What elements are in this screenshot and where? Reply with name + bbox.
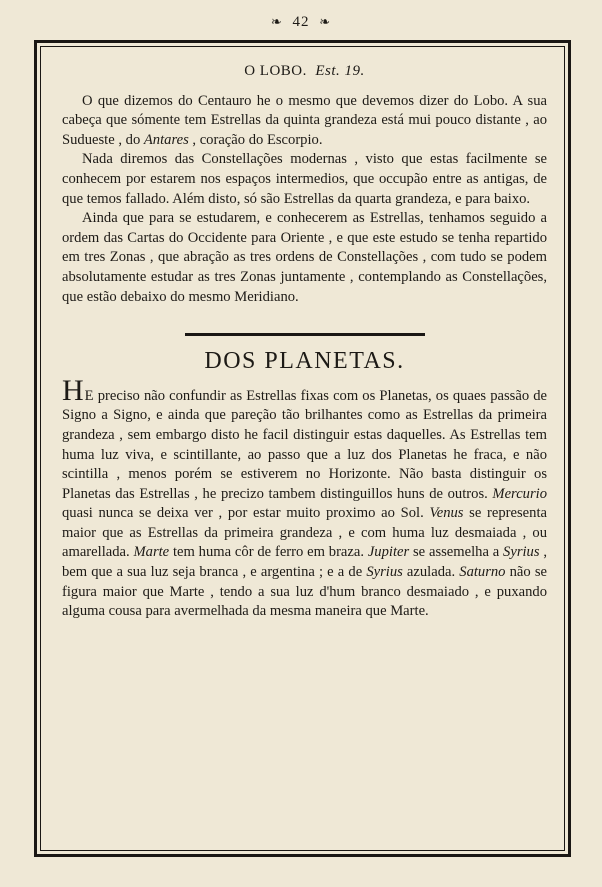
paragraph-modernas: Nada diremos das Constellações modernas , visto que estas facilmente se conhecem por estarem nos espaços intermedios, que occupão entre as antigas, de que temos fallado. Além disto, só são Estrellas da quarta grandeza, e para baixo.	[62, 151, 547, 207]
emphasis-antares: Antares	[143, 131, 189, 148]
section-title-planetas: DOS PLANETAS.	[204, 348, 405, 375]
text-run: não se figura maior que Marte , tendo a sua luz d'hum branco desmaiado , e puxando alguma cousa para avermelhada da mesma maneira que Marte.	[62, 564, 547, 620]
section-divider	[185, 333, 425, 336]
emphasis-syrius: Syrius	[503, 544, 540, 561]
ornament-left-icon: ❧	[270, 14, 283, 29]
text-run: tem huma côr de ferro em braza.	[169, 544, 368, 561]
text-run: , coração do Escorpio.	[188, 131, 323, 148]
text-run: E preciso não confundir as Estrellas fixas com os Planetas, os quaes passão de Signo a Signo, e ainda que pareção tão brilhantes como as Estrellas da primeira grandeza , sem embargo disto he facil distinguir estas daquelles. As Estrellas tem huma luz viva, e scintillante, ao passo que a luz dos Planetas he fraca, e não scintilla , menos porém se estiverem no Horizonte. Não basta distinguir os Planetas das Estrellas , he precizo tambem distinguillos huns de outros.	[62, 387, 547, 502]
paragraph-estudo: Ainda que para se estudarem, e conhecerem as Estrellas, tenhamos seguido a ordem das Cartas do Occidente para Oriente , e que este estudo se tenha repartido em tres Zonas , que abração as tres ordens de Constellações , com tudo se podem absolutamente estudar as tres Zonas juntamente , contemplando as Constellações, que estão debaixo do mesmo Meridiano.	[62, 210, 547, 305]
plate-reference: Est. 19.	[315, 63, 365, 79]
emphasis-saturno: Saturno	[459, 564, 506, 581]
emphasis-jupiter: Jupiter	[367, 544, 410, 561]
ornament-right-icon: ❧	[319, 14, 332, 29]
page-number-text: 42	[292, 14, 310, 30]
text-run: , bem que a sua luz seja branca , e argentina ; e a de	[62, 544, 547, 581]
page-number	[0, 14, 602, 31]
emphasis-syrius: Syrius	[366, 564, 403, 581]
text-run: azulada.	[402, 564, 460, 581]
emphasis-venus: Venus	[429, 505, 464, 522]
paragraph-lobo	[62, 92, 547, 151]
section-heading-lobo	[62, 62, 547, 82]
emphasis-mercurio: Mercurio	[492, 485, 547, 502]
page-content	[62, 62, 547, 622]
text-run: se representa maior que as Estrellas da primeira grandeza , e com huma luz desmaiada , ou amarellada.	[62, 505, 547, 561]
text-run: quasi nunca se deixa ver , por estar muito proximo ao Sol.	[62, 505, 430, 522]
paragraph-planetas	[62, 373, 547, 622]
text-run: O que dizemos do Centauro he o mesmo que devemos dizer do Lobo. A sua cabeça que sómente tem Estrellas da quinta grandeza está mui pouco distante , ao Sudueste , do	[62, 92, 547, 148]
section-title-lobo: O LOBO.	[244, 63, 307, 79]
emphasis-marte: Marte	[133, 544, 170, 561]
drop-cap: H	[62, 373, 84, 407]
text-run: se assemelha a	[409, 544, 504, 561]
